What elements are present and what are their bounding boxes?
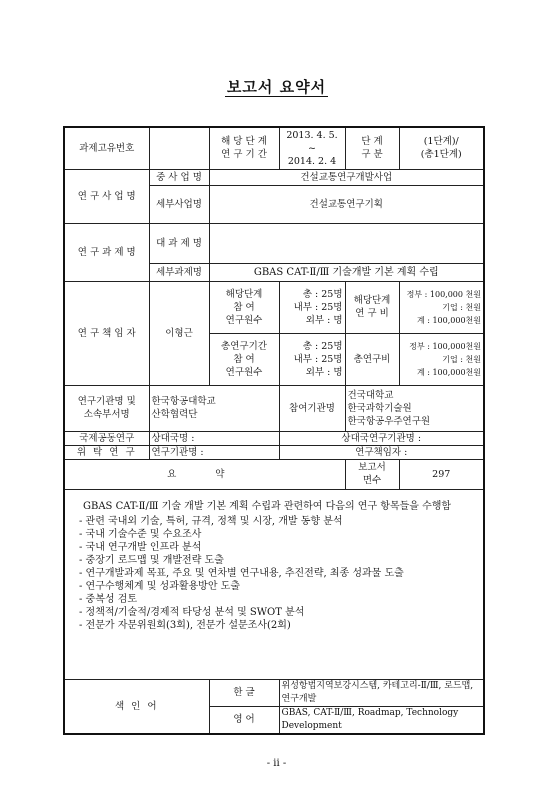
row-outsourcing [64, 445, 484, 459]
program-label: 연 구 사 업 명 [64, 169, 149, 223]
summary-intro: GBAS CAT-Ⅱ/Ⅲ 기술 개발 기본 계획 수립과 관련하여 다음의 연구 항목들을 수행함 [83, 500, 452, 512]
total-budget-corp: 기업 : 천원 [442, 354, 481, 364]
summary-item: - 관련 국내외 기술, 특허, 규격, 정책 및 시장, 개발 동향 분석 [79, 515, 343, 527]
participants-value: 건국대학교 한국과학기술원 한국항공우주연구원 [345, 385, 484, 431]
summary-item: - 중장기 로드맵 및 개발전략 도출 [79, 554, 224, 566]
phase-period-label: 해 당 단 계 연 구 기 간 [209, 127, 279, 169]
row-project-id [64, 127, 484, 169]
row-project-main [64, 223, 484, 263]
row-summary-body [64, 489, 484, 679]
summary-item: - 연구수행체계 및 성과활용방안 도출 [79, 580, 240, 592]
page-title: 보고서 요약서 [226, 78, 327, 96]
keywords-en-label: 영 어 [209, 706, 279, 734]
total-budget-total: 계 : 100,000천원 [416, 367, 481, 377]
participants-label: 참여기관명 [279, 385, 345, 431]
summary-label: 요 약 [64, 459, 345, 489]
pi-label: 연 구 책 임 자 [64, 281, 149, 385]
program-sub-value: 건설교통연구기획 [209, 185, 484, 223]
outsourcing-inst: 연구기관명 : [149, 445, 279, 459]
program-sub-label: 세부사업명 [149, 185, 209, 223]
phase-staff-values: 총 : 25명 내부 : 25명 외부 : 명 [279, 281, 345, 333]
summary-item: - 정책적/기술적/경제적 타당성 분석 및 SWOT 분석 [79, 606, 305, 618]
project-sub-value: GBAS CAT-Ⅱ/Ⅲ 기술개발 기본 계획 수립 [209, 263, 484, 281]
project-id-label: 과제고유번호 [64, 127, 149, 169]
keywords-ko-value: 위성항법지역보강시스템, 카테고리-Ⅱ/Ⅲ, 로드맵, 연구개발 [279, 679, 484, 706]
summary-item: - 국내 기술수준 및 수요조사 [79, 528, 202, 540]
row-summary-header [64, 459, 484, 489]
phase-budget-corp: 기업 : 천원 [442, 302, 481, 312]
phase-period-value: 2013. 4. 5. ~ 2014. 2. 4 [279, 127, 345, 169]
summary-item: - 전문가 자문위원회(3회), 전문가 설문조사(2회) [79, 619, 291, 631]
phase-budget-values [399, 281, 484, 333]
keywords-en-value: GBAS, CAT-Ⅱ/Ⅲ, Roadmap, Technology Development [279, 706, 484, 734]
total-staff-label: 총연구기간 참 여 연구원수 [209, 333, 279, 385]
phase-budget-gov: 정부 : 100,000 천원 [406, 289, 481, 299]
total-staff-values: 총 : 25명 내부 : 25명 외부 : 명 [279, 333, 345, 385]
program-main-label: 중 사 업 명 [149, 169, 209, 185]
intl-label: 국제공동연구 [64, 431, 149, 445]
pages-value: 297 [399, 459, 484, 489]
program-main-value: 건설교통연구개발사업 [209, 169, 484, 185]
pi-name: 이형근 [149, 281, 209, 385]
keywords-ko-label: 한 글 [209, 679, 279, 706]
row-program-main [64, 169, 484, 185]
report-summary-form [63, 126, 483, 735]
row-pi-phase [64, 281, 484, 333]
summary-item: - 중복성 검토 [79, 593, 138, 605]
stage-label: 단 계 구 분 [345, 127, 399, 169]
stage-value: (1단계)/ (총1단계) [399, 127, 484, 169]
project-sub-label: 세부과제명 [149, 263, 209, 281]
intl-partner-inst: 상대국연구기관명 : [279, 431, 484, 445]
project-label: 연 구 과 제 명 [64, 223, 149, 281]
institution-label: 연구기관명 및 소속부서명 [64, 385, 149, 431]
total-budget-label: 총연구비 [345, 333, 399, 385]
project-main-value [209, 223, 484, 263]
total-budget-gov: 정부 : 100,000천원 [409, 341, 481, 351]
summary-item: - 연구개발과제 목표, 주요 및 연차별 연구내용, 추진전략, 최종 성과물 도출 [79, 567, 404, 579]
pages-label: 보고서 면수 [345, 459, 399, 489]
total-budget-values [399, 333, 484, 385]
summary-item: - 국내 연구개발 인프라 분석 [79, 541, 202, 553]
outsourcing-pi: 연구책임자 : [279, 445, 484, 459]
institution-value: 한국항공대학교 산학협력단 [149, 385, 279, 431]
page-number: - ii - [266, 758, 287, 769]
phase-staff-label: 해당단계 참 여 연구원수 [209, 281, 279, 333]
intl-partner: 상대국명 : [149, 431, 279, 445]
outsourcing-label: 위 탁 연 구 [64, 445, 149, 459]
project-id-value [149, 127, 209, 169]
summary-items [71, 515, 477, 632]
row-institution [64, 385, 484, 431]
row-keywords-ko [64, 679, 484, 706]
phase-budget-label: 해당단계 연 구 비 [345, 281, 399, 333]
summary-body [64, 489, 484, 679]
phase-budget-total: 계 : 100,000천원 [416, 315, 481, 325]
row-intl [64, 431, 484, 445]
keywords-label: 색 인 어 [64, 679, 209, 734]
project-main-label: 대 과 제 명 [149, 223, 209, 263]
